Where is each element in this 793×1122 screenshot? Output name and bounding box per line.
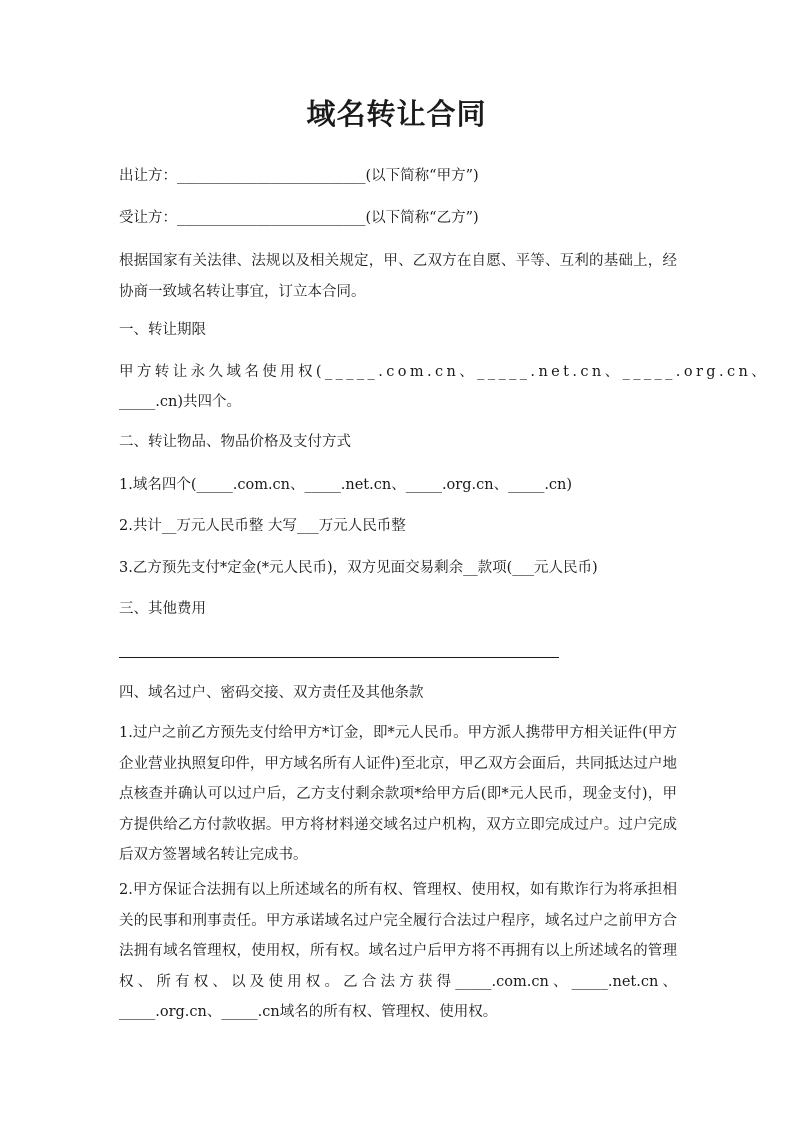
section4-item2: 2.甲方保证合法拥有以上所述域名的所有权、管理权、使用权，如有欺诈行为将承担相关的民事和刑事责任。甲方承诺域名过户完全履行合法过户程序，域名过户之前甲方合法拥有域名管理权，使用权，所有权。域名过户后甲方将不再拥有以上所述域名的管理权、所有权、以及使用权。乙合法方获得_____.com.cn、_____.net.cn、_____.org.cn、_____.cn域名的所有权、管理权、使用权。 (119, 882, 677, 1020)
section1-line1: 甲方转让永久域名使用权(_____.com.cn、_____.net.cn、_____.org.cn、 (119, 364, 770, 380)
section4-heading: 四、域名过户、密码交接、双方责任及其他条款 (119, 685, 424, 701)
section2-item3: 3.乙方预先支付*定金(*元人民币)，双方见面交易剩余__款项(___元人民币) (119, 560, 598, 576)
transferee-line: 受让方：__________________________(以下简称“乙方”) (119, 210, 479, 226)
other-fees-blank-line (119, 657, 559, 658)
section2-item1: 1.域名四个(_____.com.cn、_____.net.cn、_____.org.cn、_____.cn) (119, 477, 573, 493)
transferor-line: 出让方：__________________________(以下简称“甲方”) (119, 168, 479, 184)
document-title: 域名转让合同 (306, 97, 487, 131)
section2-item2: 2.共计__万元人民币整 大写___万元人民币整 (119, 518, 406, 534)
preamble-paragraph: 根据国家有关法律、法规以及相关规定，甲、乙双方在自愿、平等、互利的基础上，经协商一致域名转让事宜，订立本合同。 (119, 253, 677, 300)
section3-heading: 三、其他费用 (119, 601, 206, 617)
section1-line2: _____.cn)共四个。 (119, 394, 241, 410)
section1-heading: 一、转让期限 (119, 322, 206, 338)
section4-item1: 1.过户之前乙方预先支付给甲方*订金，即*元人民币。甲方派人携带甲方相关证件(甲方企业营业执照复印件，甲方域名所有人证件)至北京，甲乙双方会面后，共同抵达过户地点核查并确认可以过户后，乙方支付剩余款项*给甲方后(即*元人民币，现金支付)，甲方提供给乙方付款收据。甲方将材料递交域名过户机构，双方立即完成过户。过户完成后双方签署域名转让完成书。 (119, 725, 677, 863)
section2-heading: 二、转让物品、物品价格及支付方式 (119, 434, 351, 450)
